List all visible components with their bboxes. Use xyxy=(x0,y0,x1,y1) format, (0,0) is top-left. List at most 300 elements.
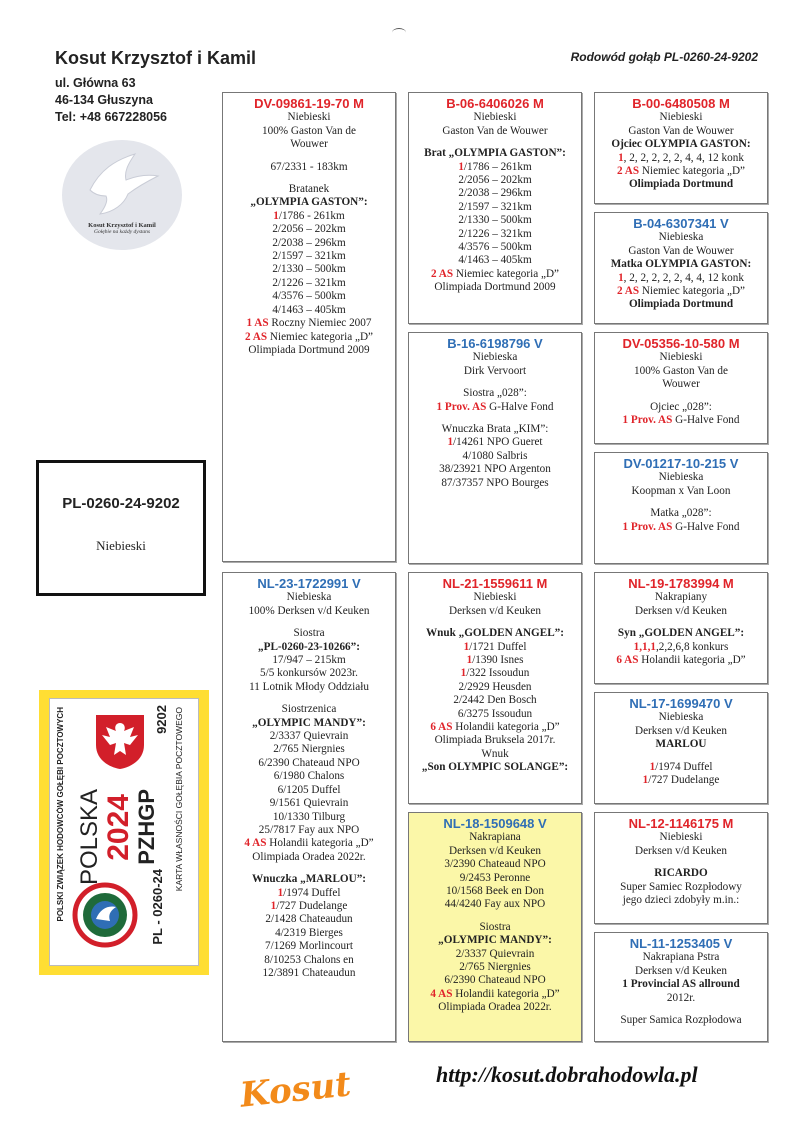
line-text: Holandii kategoria „D” xyxy=(638,654,746,667)
highlight-prefix: 1 xyxy=(642,774,649,787)
line-text: Siostra xyxy=(479,920,511,933)
line-text: 9/2453 Peronne xyxy=(459,871,531,884)
pedigree-line xyxy=(223,743,395,756)
line-text: Roczny Niemiec 2007 xyxy=(268,317,372,330)
pedigree-line xyxy=(223,210,395,223)
pedigree-line xyxy=(595,178,767,191)
line-text: Brat „OLYMPIA GASTON”: xyxy=(424,147,566,160)
ring-code: NL-19-1783994 M xyxy=(628,576,734,591)
line-text: 2/3337 Quievrain xyxy=(455,947,535,960)
spacer xyxy=(595,618,767,627)
pedigree-line xyxy=(223,954,395,967)
pedigree-line xyxy=(409,125,581,138)
pedigree-line xyxy=(223,913,395,926)
ring-code: NL-17-1699470 V xyxy=(629,696,733,711)
line-text: 9/1561 Quievrain xyxy=(269,797,349,810)
pedigree-box xyxy=(408,812,582,1042)
ring-code: B-04-6307341 V xyxy=(633,216,729,231)
line-text: Koopman x Van Loon xyxy=(631,484,731,497)
highlight-prefix: 2 AS xyxy=(431,267,454,280)
pedigree-line xyxy=(409,654,581,667)
line-text: Gaston Van de Wouwer xyxy=(628,124,734,137)
line-text: 2/765 Niergnies xyxy=(273,743,345,756)
pedigree-line xyxy=(595,867,767,880)
pedigree-line xyxy=(223,811,395,824)
spacer xyxy=(595,858,767,867)
pedigree-line xyxy=(595,125,767,138)
highlight-prefix: 1 Prov. AS xyxy=(622,520,673,533)
highlight-prefix: 1 xyxy=(270,899,277,912)
pedigree-line xyxy=(595,761,767,774)
pedigree-line xyxy=(595,725,767,738)
line-text: Niebieski xyxy=(473,111,517,124)
line-text: Olimpiada Dortmund 2009 xyxy=(434,281,556,294)
pedigree-line xyxy=(409,174,581,187)
pedigree-line xyxy=(409,351,581,364)
pedigree-box xyxy=(594,932,768,1042)
pedigree-line xyxy=(409,591,581,604)
loft-logo xyxy=(62,140,182,250)
pedigree-line xyxy=(223,824,395,837)
line-text: 6/1205 Duffel xyxy=(277,783,341,796)
line-text: /1974 Duffel xyxy=(655,760,713,773)
pedigree-line xyxy=(409,845,581,858)
line-text: 2/1428 Chateaudun xyxy=(265,913,353,926)
line-text: RICARDO xyxy=(654,867,708,880)
highlight-prefix: 1 xyxy=(460,667,467,680)
line-text: Olimpiada Oradea 2022r. xyxy=(252,850,366,863)
line-text: /727 Dudelange xyxy=(276,899,348,912)
ring-code: NL-21-1559611 M xyxy=(442,576,548,591)
pedigree-line xyxy=(595,138,767,151)
pedigree-line xyxy=(409,423,581,436)
line-text: Holandii kategoria „D” xyxy=(452,721,560,734)
line-text: jego dzieci zdobyły m.in.: xyxy=(622,894,740,907)
card-year: 2024 xyxy=(102,794,135,861)
pedigree-line xyxy=(409,734,581,747)
pedigree-line xyxy=(223,183,395,196)
pedigree-line xyxy=(595,258,767,271)
subject-color: Niebieski xyxy=(96,538,146,553)
pedigree-line xyxy=(223,605,395,618)
spacer xyxy=(223,152,395,161)
pedigree-line xyxy=(223,331,395,344)
pedigree-title: Rodowód gołąb PL-0260-24-9202 xyxy=(570,50,758,64)
line-text: Niemiec kategoria „D” xyxy=(453,267,559,280)
pedigree-line xyxy=(409,708,581,721)
line-text: 2/2929 Heusden xyxy=(458,680,532,693)
ownership-card xyxy=(39,690,209,975)
pedigree-line xyxy=(223,654,395,667)
highlight-prefix: 1 xyxy=(277,886,284,899)
line-text: Derksen v/d Keuken xyxy=(449,604,541,617)
pedigree-line xyxy=(409,161,581,174)
highlight-prefix: 1 xyxy=(649,760,656,773)
line-text: /14261 NPO Gueret xyxy=(453,436,543,449)
line-text: 4/3576 – 500km xyxy=(458,241,532,254)
line-text: Derksen v/d Keuken xyxy=(635,964,727,977)
line-text: Niebieska xyxy=(658,471,704,484)
card-ring: PL - 0260-24 xyxy=(150,869,165,945)
pedigree-line xyxy=(409,201,581,214)
line-text: 10/1330 Tilburg xyxy=(272,810,346,823)
card-organization: POLSKI ZWIĄZEK HODOWCÓW GOŁĘBI POCZTOWYCH xyxy=(56,707,65,922)
card-number: 9202 xyxy=(154,705,169,734)
pedigree-box xyxy=(408,332,582,564)
line-text: Niebieski xyxy=(659,831,703,844)
line-text: Matka „028”: xyxy=(650,507,712,520)
pedigree-line xyxy=(409,436,581,449)
line-text: 2/2038 – 296km xyxy=(458,187,532,200)
pedigree-line xyxy=(595,272,767,285)
pedigree-box xyxy=(222,92,396,562)
pedigree-line xyxy=(223,125,395,138)
ring-code: NL-18-1509648 V xyxy=(443,816,547,831)
line-text: Gaston Van de Wouwer xyxy=(442,124,548,137)
line-text: 87/37357 NPO Bourges xyxy=(441,476,549,489)
line-text: Siostra xyxy=(293,627,325,640)
pedigree-line xyxy=(409,761,581,774)
pedigree-line xyxy=(409,1001,581,1014)
line-text: 25/7817 Fay aux NPO xyxy=(258,823,360,836)
pedigree-line xyxy=(409,450,581,463)
pedigree-line xyxy=(409,831,581,844)
line-text: 44/4240 Fay aux NPO xyxy=(444,898,546,911)
owner-phone: Tel: +48 667228056 xyxy=(55,110,168,124)
pedigree-line xyxy=(595,881,767,894)
line-text: 7/1269 Morlincourt xyxy=(265,940,353,953)
line-text: Derksen v/d Keuken xyxy=(635,604,727,617)
spacer xyxy=(223,864,395,873)
pedigree-line xyxy=(223,770,395,783)
line-text: Niemiec kategoria „D” xyxy=(639,165,745,178)
pedigree-line xyxy=(595,774,767,787)
pedigree-line xyxy=(595,285,767,298)
pedigree-box xyxy=(594,212,768,324)
pedigree-line xyxy=(223,591,395,604)
ring-code: DV-09861-19-70 M xyxy=(254,96,364,111)
highlight-prefix: 1,1,1 xyxy=(633,640,656,653)
pedigree-line xyxy=(223,263,395,276)
pedigree-line xyxy=(409,268,581,281)
owner-address-street: ul. Główna 63 xyxy=(55,76,136,90)
line-text: 4/3576 – 500km xyxy=(272,290,346,303)
pedigree-line xyxy=(223,900,395,913)
line-text: 4/1463 – 405km xyxy=(272,303,346,316)
highlight-prefix: 1 AS xyxy=(246,317,269,330)
line-text: ,2,2,6,8 konkurs xyxy=(655,640,729,653)
spacer xyxy=(409,378,581,387)
pedigree-line xyxy=(595,845,767,858)
line-text: 2/2442 Den Bosch xyxy=(453,694,537,707)
pedigree-line xyxy=(223,927,395,940)
line-text: G-Halve Fond xyxy=(672,520,740,533)
line-text: 6/2390 Chateaud NPO xyxy=(444,974,546,987)
line-text: Wnuczka Brata „KIM”: xyxy=(441,423,549,436)
pedigree-line xyxy=(595,831,767,844)
line-text: 5/5 konkursów 2023r. xyxy=(260,667,358,680)
pedigree-line xyxy=(409,961,581,974)
pedigree-line xyxy=(409,934,581,947)
line-text: Niebieska xyxy=(472,351,518,364)
pedigree-line xyxy=(409,988,581,1001)
owner-address-city: 46-134 Głuszyna xyxy=(55,93,153,107)
pedigree-line xyxy=(223,641,395,654)
pedigree-box xyxy=(594,332,768,444)
subject-bird-box xyxy=(36,460,206,596)
pedigree-line xyxy=(409,627,581,640)
pedigree-line xyxy=(223,111,395,124)
pedigree-line xyxy=(595,231,767,244)
pedigree-box xyxy=(222,572,396,1042)
line-text: /1390 Isnes xyxy=(472,654,524,667)
line-text: 8/10253 Chalons en xyxy=(264,953,354,966)
ring-code: NL-12-1146175 M xyxy=(628,816,734,831)
pedigree-line xyxy=(595,401,767,414)
pedigree-line xyxy=(223,717,395,730)
pedigree-line xyxy=(595,591,767,604)
pedigree-line xyxy=(409,948,581,961)
pedigree-line xyxy=(223,757,395,770)
line-text: Bratanek xyxy=(288,183,330,196)
highlight-prefix: 2 AS xyxy=(245,330,268,343)
line-text: 2/1597 – 321km xyxy=(458,200,532,213)
pedigree-box xyxy=(408,572,582,804)
line-text: 2/1226 – 321km xyxy=(458,227,532,240)
highlight-prefix: 6 AS xyxy=(616,654,639,667)
pedigree-line xyxy=(595,605,767,618)
line-text: 2/1597 – 321km xyxy=(272,250,346,263)
highlight-prefix: 1 Prov. AS xyxy=(622,414,673,427)
pedigree-box xyxy=(408,92,582,324)
pedigree-line xyxy=(595,641,767,654)
highlight-prefix: 1 xyxy=(466,654,473,667)
pedigree-line xyxy=(409,748,581,761)
pedigree-line xyxy=(223,317,395,330)
line-text: Syn „GOLDEN ANGEL”: xyxy=(617,627,745,640)
line-text: Super Samiec Rozpłodowy xyxy=(620,880,742,893)
signature: Kosut xyxy=(238,1064,353,1116)
line-text: MARLOU xyxy=(655,738,707,751)
pedigree-line xyxy=(409,254,581,267)
pzhgp-badge-icon xyxy=(70,875,140,955)
pedigree-line xyxy=(595,992,767,1005)
pedigree-box xyxy=(594,92,768,204)
punch-hole xyxy=(392,28,406,37)
highlight-prefix: 4 AS xyxy=(244,837,267,850)
line-text: „OLYMPIA GASTON”: xyxy=(250,196,368,209)
line-text: /1721 Duffel xyxy=(469,640,527,653)
pedigree-line xyxy=(223,837,395,850)
pedigree-line xyxy=(409,974,581,987)
line-text: 4/2319 Bierges xyxy=(275,926,343,939)
pedigree-line xyxy=(223,730,395,743)
line-text: 38/23921 NPO Argenton xyxy=(439,463,551,476)
line-text: Holandii kategoria „D” xyxy=(266,837,374,850)
line-text: Niebieski xyxy=(659,351,703,364)
spacer xyxy=(595,1005,767,1014)
pedigree-line xyxy=(223,627,395,640)
pedigree-line xyxy=(223,967,395,980)
line-text: Olimpiada Oradea 2022r. xyxy=(438,1001,552,1014)
pedigree-line xyxy=(595,351,767,364)
line-text: „Son OLYMPIC SOLANGE”: xyxy=(421,761,569,774)
line-text: G-Halve Fond xyxy=(486,400,554,413)
website-url[interactable]: http://kosut.dobrahodowla.pl xyxy=(436,1062,698,1087)
line-text: 2/1226 – 321km xyxy=(272,276,346,289)
highlight-prefix: 1 xyxy=(463,640,470,653)
pedigree-line xyxy=(223,851,395,864)
pedigree-line xyxy=(595,627,767,640)
line-text: 100% Gaston Van de xyxy=(262,124,356,137)
pedigree-line xyxy=(223,887,395,900)
line-text: Wnuczka „MARLOU”: xyxy=(251,873,367,886)
line-text: Super Samica Rozpłodowa xyxy=(620,1014,742,1027)
pedigree-line xyxy=(595,965,767,978)
card-country: POLSKA xyxy=(76,789,103,886)
line-text: 2/1330 – 500km xyxy=(272,263,346,276)
subject-ring-number: PL-0260-24-9202 xyxy=(62,495,180,512)
line-text: Dirk Vervoort xyxy=(463,364,527,377)
line-text: Wnuk „GOLDEN ANGEL”: xyxy=(425,627,564,640)
line-text: Holandii kategoria „D” xyxy=(452,987,560,1000)
line-text: Wnuk xyxy=(481,747,509,760)
ring-code: B-00-6480508 M xyxy=(632,96,730,111)
line-text: /322 Issoudun xyxy=(466,667,530,680)
highlight-prefix: 2 AS xyxy=(617,285,640,298)
line-text: Ojciec „028”: xyxy=(650,400,712,413)
line-text: Niebieska xyxy=(658,711,704,724)
ring-code: B-06-6406026 M xyxy=(446,96,544,111)
spacer xyxy=(223,618,395,627)
pedigree-line xyxy=(223,667,395,680)
pedigree-line xyxy=(409,681,581,694)
pedigree-line xyxy=(409,872,581,885)
line-text: 3/2390 Chateaud NPO xyxy=(444,858,546,871)
line-text: Niebieska xyxy=(658,231,704,244)
pedigree-line xyxy=(595,1014,767,1027)
line-text: Nakrapiany xyxy=(654,591,708,604)
line-text: Wouwer xyxy=(662,378,700,391)
line-text: 4/1463 – 405km xyxy=(458,254,532,267)
pedigree-line xyxy=(409,858,581,871)
line-text: Derksen v/d Keuken xyxy=(635,844,727,857)
pedigree-line xyxy=(595,365,767,378)
ring-code: DV-01217-10-215 V xyxy=(623,456,739,471)
spacer xyxy=(595,498,767,507)
highlight-prefix: 2 AS xyxy=(617,165,640,178)
pedigree-line xyxy=(409,641,581,654)
pedigree-line xyxy=(595,485,767,498)
highlight-prefix: 1 xyxy=(458,160,464,173)
pedigree-line xyxy=(223,277,395,290)
logo-text: Kosut Krzysztof i Kamil Gołębie na każdy dystans xyxy=(88,222,156,235)
dove-icon xyxy=(80,150,164,220)
line-text: /1786 – 261km xyxy=(463,160,532,173)
line-text: 2/765 Niergnies xyxy=(459,961,531,974)
pedigree-line xyxy=(223,703,395,716)
pedigree-line xyxy=(223,681,395,694)
pedigree-box xyxy=(594,812,768,924)
highlight-prefix: 1 xyxy=(618,271,624,284)
highlight-prefix: 1 xyxy=(618,151,624,164)
pedigree-line xyxy=(409,281,581,294)
pedigree-line xyxy=(409,921,581,934)
line-text: Olimpiada Dortmund xyxy=(628,178,734,191)
line-text: /1974 Duffel xyxy=(283,886,341,899)
pedigree-line xyxy=(595,378,767,391)
pedigree-line xyxy=(409,187,581,200)
pedigree-line xyxy=(595,111,767,124)
ring-code: B-16-6198796 V xyxy=(447,336,543,351)
line-text: Niebieski xyxy=(659,111,703,124)
pedigree-line xyxy=(409,667,581,680)
line-text: „OLYMPIC MANDY”: xyxy=(252,716,366,729)
pedigree-line xyxy=(223,161,395,174)
eagle-emblem-icon xyxy=(94,711,146,771)
line-text: 67/2331 - 183km xyxy=(270,160,348,173)
highlight-prefix: 4 AS xyxy=(430,987,453,1000)
spacer xyxy=(409,414,581,423)
line-text: 100% Derksen v/d Keuken xyxy=(248,604,370,617)
pedigree-line xyxy=(595,298,767,311)
pedigree-line xyxy=(223,797,395,810)
line-text: 2/3337 Quievrain xyxy=(269,730,349,743)
line-text: 100% Gaston Van de xyxy=(634,364,728,377)
pedigree-line xyxy=(223,196,395,209)
pedigree-line xyxy=(595,414,767,427)
pedigree-line xyxy=(595,894,767,907)
spacer xyxy=(409,138,581,147)
pedigree-line xyxy=(223,784,395,797)
pedigree-box xyxy=(594,572,768,684)
pedigree-line xyxy=(223,873,395,886)
ring-code: DV-05356-10-580 M xyxy=(622,336,740,351)
line-text: Niemiec kategoria „D” xyxy=(267,330,373,343)
line-text: Olimpiada Dortmund 2009 xyxy=(248,343,370,356)
line-text: 2/2056 – 202km xyxy=(458,174,532,187)
pedigree-line xyxy=(595,951,767,964)
ring-code: NL-11-1253405 V xyxy=(629,936,733,951)
line-text: 2012r. xyxy=(666,991,696,1004)
pedigree-line xyxy=(409,721,581,734)
pedigree-line xyxy=(595,471,767,484)
spacer xyxy=(595,392,767,401)
line-text: G-Halve Fond xyxy=(672,414,740,427)
pedigree-line xyxy=(409,228,581,241)
line-text: Niebieski xyxy=(473,591,517,604)
line-text: Wouwer xyxy=(290,138,328,151)
pedigree-line xyxy=(595,711,767,724)
pedigree-line xyxy=(595,521,767,534)
pedigree-line xyxy=(409,241,581,254)
pedigree-box xyxy=(594,692,768,804)
spacer xyxy=(223,694,395,703)
pedigree-line xyxy=(595,654,767,667)
line-text: 6/2390 Chateaud NPO xyxy=(258,756,360,769)
highlight-prefix: 6 AS xyxy=(430,721,453,734)
line-text: „OLYMPIC MANDY”: xyxy=(438,934,552,947)
pedigree-line xyxy=(595,978,767,991)
line-text: Derksen v/d Keuken xyxy=(635,724,727,737)
pedigree-line xyxy=(409,147,581,160)
pedigree-line xyxy=(223,304,395,317)
line-text: 4/1080 Salbris xyxy=(462,449,528,462)
line-text: 10/1568 Beek en Don xyxy=(446,885,544,898)
pedigree-box xyxy=(594,452,768,564)
pedigree-line xyxy=(409,401,581,414)
pedigree-line xyxy=(595,152,767,165)
